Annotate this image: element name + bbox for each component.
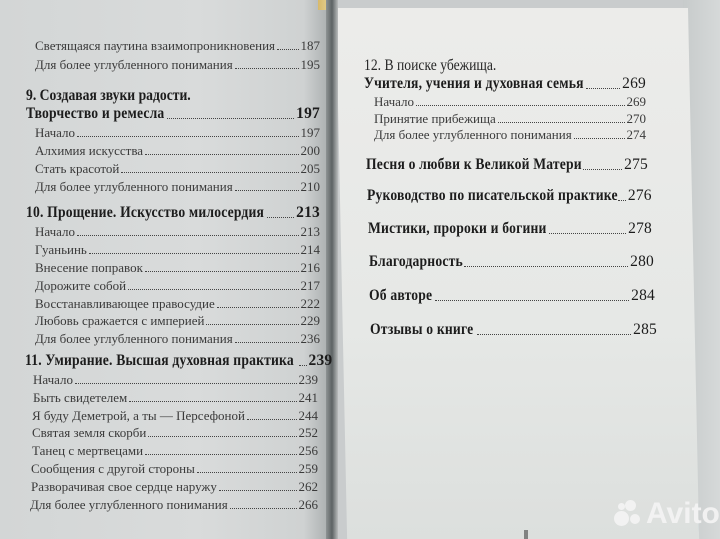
toc-entry bbox=[35, 57, 320, 73]
entry-title: Для более углубленного понимания bbox=[30, 497, 228, 512]
chapter-heading: 12. В поиске убежища. bbox=[364, 57, 497, 74]
toc-entry bbox=[32, 425, 318, 441]
entry-title: Я буду Деметрой, а ты — Персефоной bbox=[32, 408, 245, 423]
section-page: 284 bbox=[631, 287, 655, 304]
entry-page: 244 bbox=[298, 408, 318, 423]
section-entry bbox=[369, 253, 654, 271]
toc-entry bbox=[35, 278, 320, 294]
entry-title: Внесение поправок bbox=[35, 260, 143, 275]
entry-title: Начало bbox=[35, 224, 76, 239]
entry-page: 229 bbox=[300, 313, 320, 328]
toc-entry bbox=[31, 479, 318, 495]
toc-entry bbox=[31, 461, 318, 477]
entry-title: Начало bbox=[35, 125, 76, 140]
toc-entry bbox=[35, 296, 320, 312]
entry-page: 259 bbox=[298, 461, 318, 476]
entry-page: 262 bbox=[298, 479, 318, 494]
toc-entry bbox=[32, 443, 318, 459]
section-entry bbox=[369, 287, 655, 305]
watermark-text: Avito bbox=[646, 497, 720, 530]
entry-title: Принятие прибежища bbox=[374, 111, 496, 126]
chapter-page: 197 bbox=[296, 105, 320, 122]
toc-entry bbox=[32, 408, 318, 424]
section-title: Благодарность bbox=[369, 253, 463, 270]
toc-entry bbox=[374, 111, 646, 127]
chapter-title: Творчество и ремесла bbox=[26, 105, 165, 122]
entry-page: 197 bbox=[300, 125, 320, 140]
chapter-page: 239 bbox=[308, 352, 333, 369]
section-entry bbox=[370, 321, 657, 339]
avito-dots-icon bbox=[614, 500, 642, 528]
toc-entry bbox=[35, 161, 320, 177]
entry-page: 266 bbox=[298, 497, 318, 512]
entry-title: Для более углубленного понимания bbox=[35, 179, 233, 194]
toc-entry bbox=[33, 372, 318, 388]
entry-title: Дорожите собой bbox=[35, 278, 127, 293]
avito-watermark bbox=[614, 497, 720, 531]
entry-page: 216 bbox=[300, 260, 320, 275]
entry-page: 270 bbox=[626, 111, 646, 126]
section-page: 280 bbox=[630, 253, 654, 270]
entry-page: 236 bbox=[300, 331, 320, 346]
section-page: 278 bbox=[628, 220, 652, 237]
toc-entry bbox=[30, 497, 318, 513]
chapter-entry bbox=[26, 204, 320, 222]
entry-page: 252 bbox=[298, 425, 318, 440]
entry-title: Для более углубленного понимания bbox=[35, 57, 233, 72]
entry-page: 274 bbox=[626, 127, 646, 142]
toc-entry bbox=[35, 313, 320, 329]
entry-page: 200 bbox=[300, 143, 320, 158]
toc-entry bbox=[35, 125, 320, 141]
section-title: Об авторе bbox=[369, 287, 433, 304]
entry-page: 222 bbox=[300, 296, 320, 311]
chapter-page: 213 bbox=[296, 204, 320, 221]
book-gutter bbox=[326, 0, 338, 539]
chapter-title: 11. Умирание. Высшая духовная практика bbox=[25, 352, 294, 369]
chapter-entry bbox=[26, 105, 320, 123]
section-page: 285 bbox=[633, 321, 657, 338]
chapter-title: Учителя, учения и духовная семья bbox=[364, 75, 584, 92]
entry-title: Алхимия искусства bbox=[35, 143, 144, 158]
entry-page: 213 bbox=[300, 224, 320, 239]
entry-title: Святая земля скорби bbox=[32, 425, 147, 440]
section-title: Песня о любви к Великой Матери bbox=[366, 156, 582, 173]
entry-page: 195 bbox=[300, 57, 320, 72]
chapter-entry bbox=[364, 75, 646, 93]
entry-title: Начало bbox=[33, 372, 74, 387]
entry-page: 214 bbox=[300, 242, 320, 257]
chapter-entry bbox=[25, 352, 333, 370]
entry-title: Любовь сражается с империей bbox=[35, 313, 205, 328]
entry-page: 256 bbox=[298, 443, 318, 458]
entry-page: 241 bbox=[298, 390, 318, 405]
entry-page: 269 bbox=[626, 94, 646, 109]
entry-title: Разворачивая свое сердце наружу bbox=[31, 479, 217, 494]
page-number-fragment bbox=[524, 530, 528, 539]
entry-page: 187 bbox=[300, 38, 320, 53]
entry-page: 205 bbox=[300, 161, 320, 176]
section-page: 276 bbox=[627, 187, 652, 204]
entry-title: Восстанавливающее правосудие bbox=[35, 296, 215, 311]
section-page: 275 bbox=[624, 156, 648, 173]
section-title: Руководство по писательской практике bbox=[367, 187, 618, 204]
entry-title: Гуаньинь bbox=[35, 242, 87, 257]
entry-title: Для более углубленного понимания bbox=[374, 127, 572, 142]
section-title: Отзывы о книге bbox=[370, 321, 474, 338]
entry-title: Светящаяся паутина взаимопроникновения bbox=[35, 38, 276, 53]
toc-entry bbox=[35, 224, 320, 240]
entry-title: Сообщения с другой стороны bbox=[31, 461, 195, 476]
section-title: Мистики, пророки и богини bbox=[368, 220, 547, 237]
section-entry bbox=[367, 187, 651, 205]
toc-entry bbox=[35, 38, 320, 54]
entry-title: Быть свидетелем bbox=[33, 390, 128, 405]
chapter-title: 10. Прощение. Искусство милосердия bbox=[26, 204, 265, 221]
entry-page: 210 bbox=[300, 179, 320, 194]
chapter-heading: 9. Создавая звуки радости. bbox=[26, 87, 191, 104]
toc-entry bbox=[374, 127, 646, 143]
toc-entry bbox=[35, 260, 320, 276]
entry-page: 239 bbox=[298, 372, 318, 387]
chapter-page: 269 bbox=[622, 75, 646, 92]
toc-entry bbox=[35, 143, 320, 159]
entry-title: Стать красотой bbox=[35, 161, 120, 176]
entry-page: 217 bbox=[300, 278, 320, 293]
section-entry bbox=[368, 220, 652, 238]
entry-title: Для более углубленного понимания bbox=[35, 331, 233, 346]
toc-entry bbox=[374, 94, 646, 110]
section-entry bbox=[366, 156, 648, 174]
entry-title: Начало bbox=[374, 94, 415, 109]
entry-title: Танец с мертвецами bbox=[32, 443, 144, 458]
toc-entry bbox=[35, 179, 320, 195]
toc-entry bbox=[35, 242, 320, 258]
toc-entry bbox=[33, 390, 318, 406]
toc-entry bbox=[35, 331, 320, 347]
